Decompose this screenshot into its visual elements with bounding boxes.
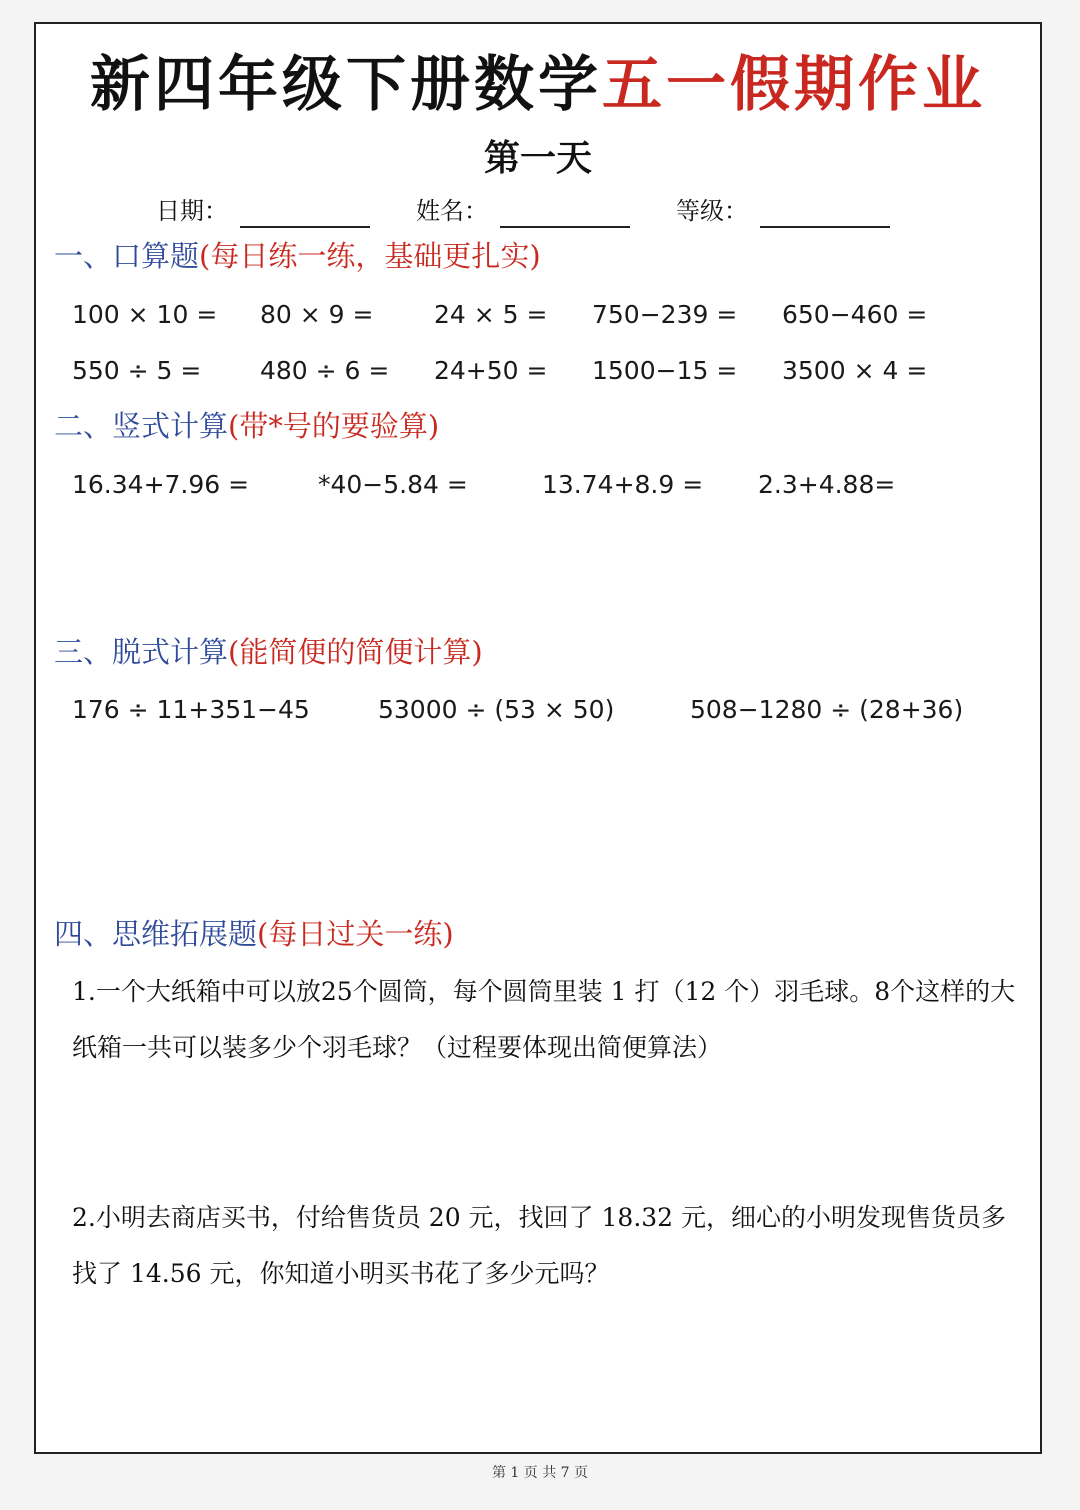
name-field [416, 194, 630, 228]
oral-q8: 24+50 = [434, 356, 548, 385]
vertical-q2: *40−5.84 = [318, 470, 468, 499]
worksheet-page [34, 22, 1042, 1454]
day-heading: 第一天 [483, 137, 592, 179]
grade-field [676, 194, 890, 228]
oral-q6: 550 ÷ 5 = [72, 356, 202, 385]
section-stepwise-note: (能简便的简便计算) [228, 635, 483, 669]
section-vertical-title: 二、竖式计算 [54, 409, 229, 443]
section-thinking-title: 四、思维拓展题 [54, 917, 258, 951]
oral-q7: 480 ÷ 6 = [260, 356, 390, 385]
stepwise-q3: 508−1280 ÷ (28+36) [690, 695, 964, 724]
section-oral-title: 一、口算题 [54, 239, 200, 273]
title-highlight: 五一假期作业 [602, 50, 986, 120]
oral-q5: 650−460 = [782, 300, 928, 329]
word-problem-2: 2.小明去商店买书，付给售货员 20 元，找回了 18.32 元，细心的小明发现售货员多找了 14.56 元，你知道小明买书花了多少元吗？ [72, 1203, 1007, 1288]
grade-blank[interactable] [760, 200, 890, 228]
section-stepwise [54, 632, 483, 672]
word-problem-1: 1.一个大纸箱中可以放25个圆筒，每个圆筒里装 1 打（12 个）羽毛球。8个这样的大纸箱一共可以装多少个羽毛球？（过程要体现出简便算法） [72, 977, 1016, 1062]
oral-q9: 1500−15 = [592, 356, 738, 385]
oral-q1: 100 × 10 = [72, 300, 218, 329]
section-stepwise-title: 三、脱式计算 [54, 635, 229, 669]
section-vertical-note: (带*号的要验算) [228, 409, 440, 443]
name-blank[interactable] [500, 200, 630, 228]
vertical-q3: 13.74+8.9 = [542, 470, 704, 499]
grade-label: 等级： [676, 197, 748, 225]
date-blank[interactable] [240, 200, 370, 228]
section-vertical [54, 406, 439, 446]
stepwise-q1: 176 ÷ 11+351−45 [72, 695, 310, 724]
section-thinking [54, 914, 454, 954]
oral-q2: 80 × 9 = [260, 300, 374, 329]
page-title [36, 50, 1040, 120]
vertical-q4: 2.3+4.88= [758, 470, 896, 499]
date-field [156, 194, 370, 228]
title-main: 新四年级下册数学 [90, 50, 602, 120]
section-thinking-note: (每日过关一练) [257, 917, 454, 951]
stepwise-q2: 53000 ÷ (53 × 50) [378, 695, 615, 724]
section-oral [54, 236, 541, 276]
name-label: 姓名： [416, 197, 488, 225]
oral-q4: 750−239 = [592, 300, 738, 329]
page-footer: 第 1 页 共 7 页 [491, 1465, 589, 1481]
date-label: 日期： [156, 197, 228, 225]
oral-q3: 24 × 5 = [434, 300, 548, 329]
oral-q10: 3500 × 4 = [782, 356, 928, 385]
section-oral-note: (每日练一练，基础更扎实) [199, 239, 541, 273]
vertical-q1: 16.34+7.96 = [72, 470, 250, 499]
